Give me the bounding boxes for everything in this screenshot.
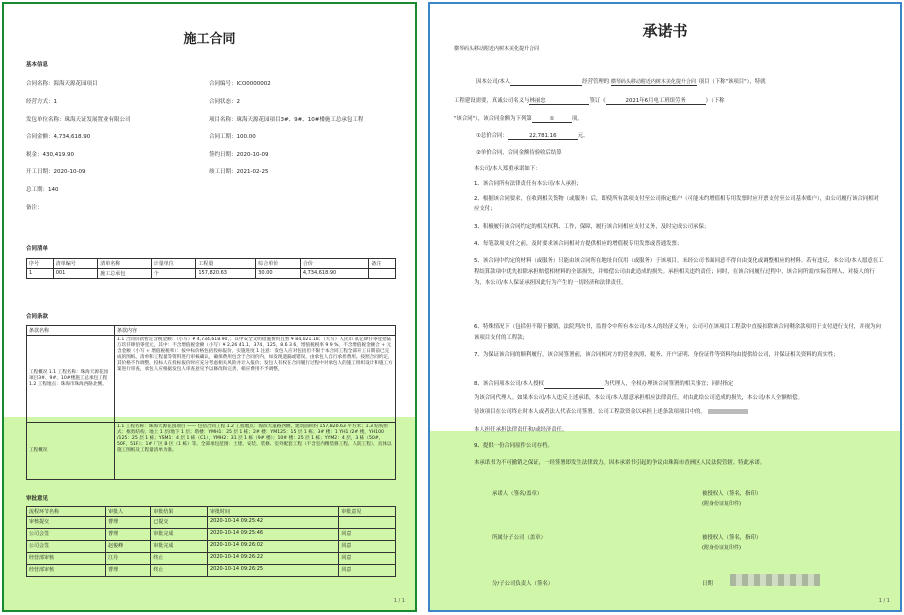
- approval-cell: 终止: [151, 553, 208, 565]
- commitment-letter-panel[interactable]: [428, 2, 902, 612]
- field-label: 合同工期：: [209, 134, 237, 140]
- field-label: 签约日期：: [209, 152, 237, 158]
- table-row: [27, 529, 396, 541]
- table-row: [27, 565, 396, 577]
- approval-header-cell: 审批结果: [151, 507, 208, 517]
- approval-cell: 同意: [339, 553, 396, 565]
- para-1: 因本公司/本人 经营管理的 横琴码头移动附近内树木美化提升合同 项目（下称"该项目"），特就: [476, 79, 766, 85]
- item-8-line-2: 为该合同代理人。如果本公司/本人违反上述承诺，本公司/本人愿意承担相应法律责任，对由此给公司造成的损失，本公司/本人全额赔偿。: [474, 395, 803, 401]
- field-label: 合同状态：: [209, 99, 237, 105]
- basic-info-heading: 基本信息: [26, 62, 49, 68]
- sign-label-manager: 分/子公司负责人（签名）: [492, 581, 554, 587]
- item-1: 1、该合同所有法律责任有本公司/本人承担；: [474, 181, 582, 187]
- approval-header-cell: 审批人: [106, 507, 151, 517]
- field-value: 2020-10-09: [236, 152, 269, 158]
- sign-label-authorized-2: 被授权人（签名，指印）: [702, 535, 762, 541]
- approval-cell: 经营部审核: [27, 565, 106, 577]
- field-row: [209, 150, 268, 158]
- field-row: [209, 132, 256, 140]
- approval-cell: 2020-10-14 09:25:46: [207, 529, 338, 541]
- item-8-line-4: 本人担任承担法律责任和/或经济责任。: [474, 427, 568, 433]
- approval-cell: [339, 517, 396, 529]
- approval-cell: 审批完成: [151, 529, 208, 541]
- approval-cell: 同意: [339, 529, 396, 541]
- terms-row-1-name: 工程概况 1.1 工程名称：珠海天源花园项目3#、9#、10#楼施工总承包工程 1.2 工程地点：珠海市珠海西路北侧。: [27, 336, 115, 423]
- approval-cell: 曹理: [106, 529, 151, 541]
- contract-list-table: [26, 258, 396, 279]
- field-label: 经营方式：: [26, 99, 54, 105]
- approval-cell: 2020-10-14 09:26:22: [207, 553, 338, 565]
- approval-header-cell: 流程环节名称: [27, 507, 106, 517]
- redacted-signature: [730, 574, 820, 586]
- approval-cell: 公司会签: [27, 529, 106, 541]
- sign-sub-authorized-2: (附身份证复印件): [702, 545, 741, 551]
- sign-label-promisor: 承诺人（签名/盖章）: [492, 491, 543, 497]
- field-row: [209, 167, 268, 175]
- item-8-line-3: 待该项目在公司终止时本人或者法人代表公司签署。公司工程款资金以承担上述条款项项目中的。: [474, 408, 884, 416]
- list-header-cell: 合价: [300, 259, 368, 269]
- field-label: 税金：: [26, 152, 43, 158]
- approval-cell: 审批完成: [151, 541, 208, 553]
- approval-cell: 公司会签: [27, 541, 106, 553]
- approval-cell: 赵俊峰: [106, 541, 151, 553]
- approval-cell: 江丹: [106, 553, 151, 565]
- approval-cell: 曹理: [106, 517, 151, 529]
- field-value: 2021-02-25: [236, 169, 269, 175]
- disclaimer: 本承诺书为不可撤销之保证，一经签署即发生法律效力。因本承诺书引起的争议由珠海市香洲区人民法院管辖。特此承诺。: [474, 460, 766, 466]
- field-value: 2: [236, 99, 241, 105]
- terms-header-name: 条款名称: [27, 326, 115, 336]
- approval-cell: 2020-10-14 09:25:42: [207, 517, 338, 529]
- field-value: 珠海天源花园项目3#、9#、10#楼施工总承包工程: [236, 117, 364, 123]
- field-value: 海海天源花园项目: [53, 81, 98, 87]
- approval-cell: 已提交: [151, 517, 208, 529]
- field-label: 备注：: [26, 205, 43, 211]
- field-row: [209, 97, 240, 105]
- para-3: "该合同"），该合同金额为下列第 ① 项。: [454, 116, 583, 122]
- list-header-cell: 备注: [369, 259, 396, 269]
- field-label: 合同编号：: [209, 81, 237, 87]
- contract-terms-heading: 合同条款: [26, 314, 49, 320]
- table-row: [27, 541, 396, 553]
- field-value: 430,419.90: [42, 152, 75, 158]
- letter-title: 承诺书: [642, 22, 688, 40]
- list-cell: 施工总承包: [98, 269, 151, 279]
- field-row: [26, 132, 90, 140]
- sign-label-subsidiary: 所属分子公司（盖章）: [492, 535, 546, 541]
- list-header-cell: 清单编号: [53, 259, 98, 269]
- approval-cell: 审核提交: [27, 517, 106, 529]
- approval-table: [26, 506, 396, 577]
- approval-cell: 终止: [151, 565, 208, 577]
- list-cell: 个: [151, 269, 196, 279]
- contract-terms-table: [26, 325, 396, 480]
- approval-cell: 2020-10-14 09:26:02: [207, 541, 338, 553]
- terms-row-2-content: 1.1 工程名称：珠海天源花园项目 —— 包括合同工程 1.2 工程地点：海滨大道路西侧，建筑面积约 157,820.63 平方米；1.3 结构形式：框剪结构，地上 1 层/地下 1 层；塔楼：YMH1：25 层 1 栋；2# 楼：YM125：15 层 1 栋；3# 楼：1 YH1 /2# 楼，YH100 /125：25 层 1 栋；YSM1：4 层 1 栋（C1），YMH2：31 层 1 栋（9# 楼）；10# 楼：25 层 1 栋；YYM2：4 层，3 栋（50#、50F、51F）；1# 厂区 B 区（1 栋）等。全部承包范围：土建、安装、装修、室外配套工程（不含室内精装修工程、人防工程），具体以施工图纸及工程量清单为准。: [115, 423, 396, 480]
- field-row: [26, 97, 57, 105]
- field-value: 2020-10-09: [53, 169, 86, 175]
- item-8: 8、该合同项本公司/本人授权 为代理人，全权办理该合同签署的相关事宜；同时指定: [474, 381, 734, 387]
- page-number: 1 / 1: [878, 598, 890, 604]
- list-cell: [369, 269, 396, 279]
- field-value: 140: [48, 187, 59, 193]
- field-label: 竣工日期：: [209, 169, 237, 175]
- list-header-cell: 计量单位: [151, 259, 196, 269]
- list-cell: 157,820.63: [196, 269, 256, 279]
- approval-cell: 同意: [339, 541, 396, 553]
- approval-header-cell: 审批意见: [339, 507, 396, 517]
- item-9: 9、提供一份合同原件公司存档。: [474, 443, 553, 449]
- sign-label-authorized-1: 被授权人（签名，指印）: [702, 491, 762, 497]
- field-value: 4,734,618.90: [53, 134, 91, 140]
- list-header-cell: 综合单价: [256, 259, 301, 269]
- field-label: 总工期：: [26, 187, 49, 193]
- field-row: [26, 185, 59, 193]
- field-row: [26, 167, 85, 175]
- field-value: ICO0000002: [236, 81, 271, 87]
- addressee: 横琴码头移动附近内树木美化提升合同: [454, 46, 540, 52]
- item-5: 5、该合同中约定的材料（或服务）只能由该合同所在地址自仅用（或服务）于该项目。未经公司书面同意不得自由变化或调整相应的材料。若有违反，本公司/本人愿意在工程结算款项中优先扣除承担赔偿相材料的全部损失，并赔偿公司由此造成的损失。承担相关违约责任；同时，在该合同履行过程中，该合同所需/实际管理人、对接人的行为，本公司/本人保证承担因此行为产生的一切经济和法律责任。: [474, 258, 884, 286]
- approval-cell: 曹理: [106, 565, 151, 577]
- table-row: [27, 553, 396, 565]
- list-header-cell: 清单名称: [98, 259, 151, 269]
- item-2: 2、根据该合同要求，在收到相关货物（或服务）后，即使所有款项支付至公司指定账户（可能未约增值相专用发票时应开票支付至公司基本账户），由公司履行该合同相对应支付；: [474, 196, 880, 212]
- list-cell: 30.00: [256, 269, 301, 279]
- contract-document-panel[interactable]: [2, 2, 417, 612]
- list-cell: 1: [27, 269, 54, 279]
- item-7: 7、为保证该合同的顺利履行，该合同签署前，该合同相对方的营业执照、税务、开户证明、身份证件等资料均由提供给公司，并保证相关资料的真实性；: [474, 352, 839, 358]
- field-label: 合同金额：: [26, 134, 54, 140]
- list-cell: 4,734,618.90: [300, 269, 368, 279]
- approval-cell: 2020-10-14 09:26:25: [207, 565, 338, 577]
- contract-title: 施工合同: [183, 32, 236, 47]
- list-header-cell: 工程量: [196, 259, 256, 269]
- field-label: 发包单位名称：: [26, 117, 65, 123]
- approval-header-cell: 审批时间: [207, 507, 338, 517]
- field-row: [26, 150, 74, 158]
- item-4: 4、每笔款项支付之前，及时要求该合同相对方提供相应的增值税专用发票或普通发票；: [474, 241, 683, 247]
- field-label: 合同名称：: [26, 81, 54, 87]
- sign-sub-authorized-1: (附身份证复印件): [702, 501, 741, 507]
- field-row: [209, 115, 363, 123]
- list-cell: 001: [53, 269, 98, 279]
- terms-header-content: 条款内容: [115, 326, 396, 336]
- field-value: 100.00: [236, 134, 256, 140]
- field-label: 开工日期：: [26, 169, 54, 175]
- terms-row-1-content: 1.1 合同价款暂定含税金额：（小写）¥ 4,734,618.90，；其中安全文明措施费用且暂 ¥ 84,021.18；（大写）人民币 贰亿肆仟零壹拾陆万玖仟肆佰零壹元，其中：不含增值税金额（小写）¥ 2,26 41.1，374，125，8.6 3 6，增值税税率 9 9 %，不含增值税金额合 + 元含金额（小写 + 增值税税率）：按中标价格包括投标报价，实施进度 1 注意：发包人应对包括但不限于本合同工程全部开工日期前已完成的图纸、清单和工程量等资料进行审核确认，确保费用包含于合同价内，如发现遗漏或错误，由承包人自行承担费用。按照合同约定，其价格不作调整，投标人在投标报价时应充分考虑相关风险并计入报价；发包人有权在合同履行过程中对承包人的施工组织设计和施工方案进行审查，承包人应根据发包人审查意见予以修改和完善，相应费用不予调整。: [115, 336, 396, 423]
- approval-heading: 审批意见: [26, 496, 49, 502]
- table-row: [27, 517, 396, 529]
- field-value: 珠海天证发展置业有限公司: [64, 117, 131, 123]
- field-label: 项目名称：: [209, 117, 237, 123]
- list-header-cell: 序号: [27, 259, 54, 269]
- terms-row-2-name: 工程概况: [27, 423, 115, 480]
- contract-list-heading: 合同清单: [26, 246, 49, 252]
- field-value: 1: [53, 99, 58, 105]
- para-4: ①总价合同： 22,781.16 元。: [476, 133, 589, 139]
- sign-label-date: 日期: [702, 581, 713, 587]
- field-row: [209, 79, 271, 87]
- para-6: 本公司/本人郑重承诺如下：: [474, 166, 541, 172]
- item-6: 6、特殊情况下（包括但不限于撤销，法院判决书，监督令中所有本公司/本人的经济义务），公司可在该项目工程款中直接扣除该合同剩余款项用于支付进行支付，并视为向该项目支付的工程款；: [474, 324, 881, 341]
- para-5: ②单价合同，合同金额待验收后结算: [476, 150, 562, 156]
- approval-cell: 经营部审核: [27, 553, 106, 565]
- item-3: 3、积极履行该合同约定的相关权利、工作，保障，履行该合同相应支付义务，及时完成公司承保；: [474, 224, 710, 230]
- para-2: 工程建设需要，真诚公司名义与林丽忠 签订《 2021年6月电工班组劳务 》（下称: [454, 98, 725, 104]
- field-row: [26, 79, 98, 87]
- page-number: 1 / 1: [393, 598, 405, 604]
- field-row: [26, 115, 131, 123]
- approval-cell: 同意: [339, 565, 396, 577]
- field-row: [26, 203, 43, 211]
